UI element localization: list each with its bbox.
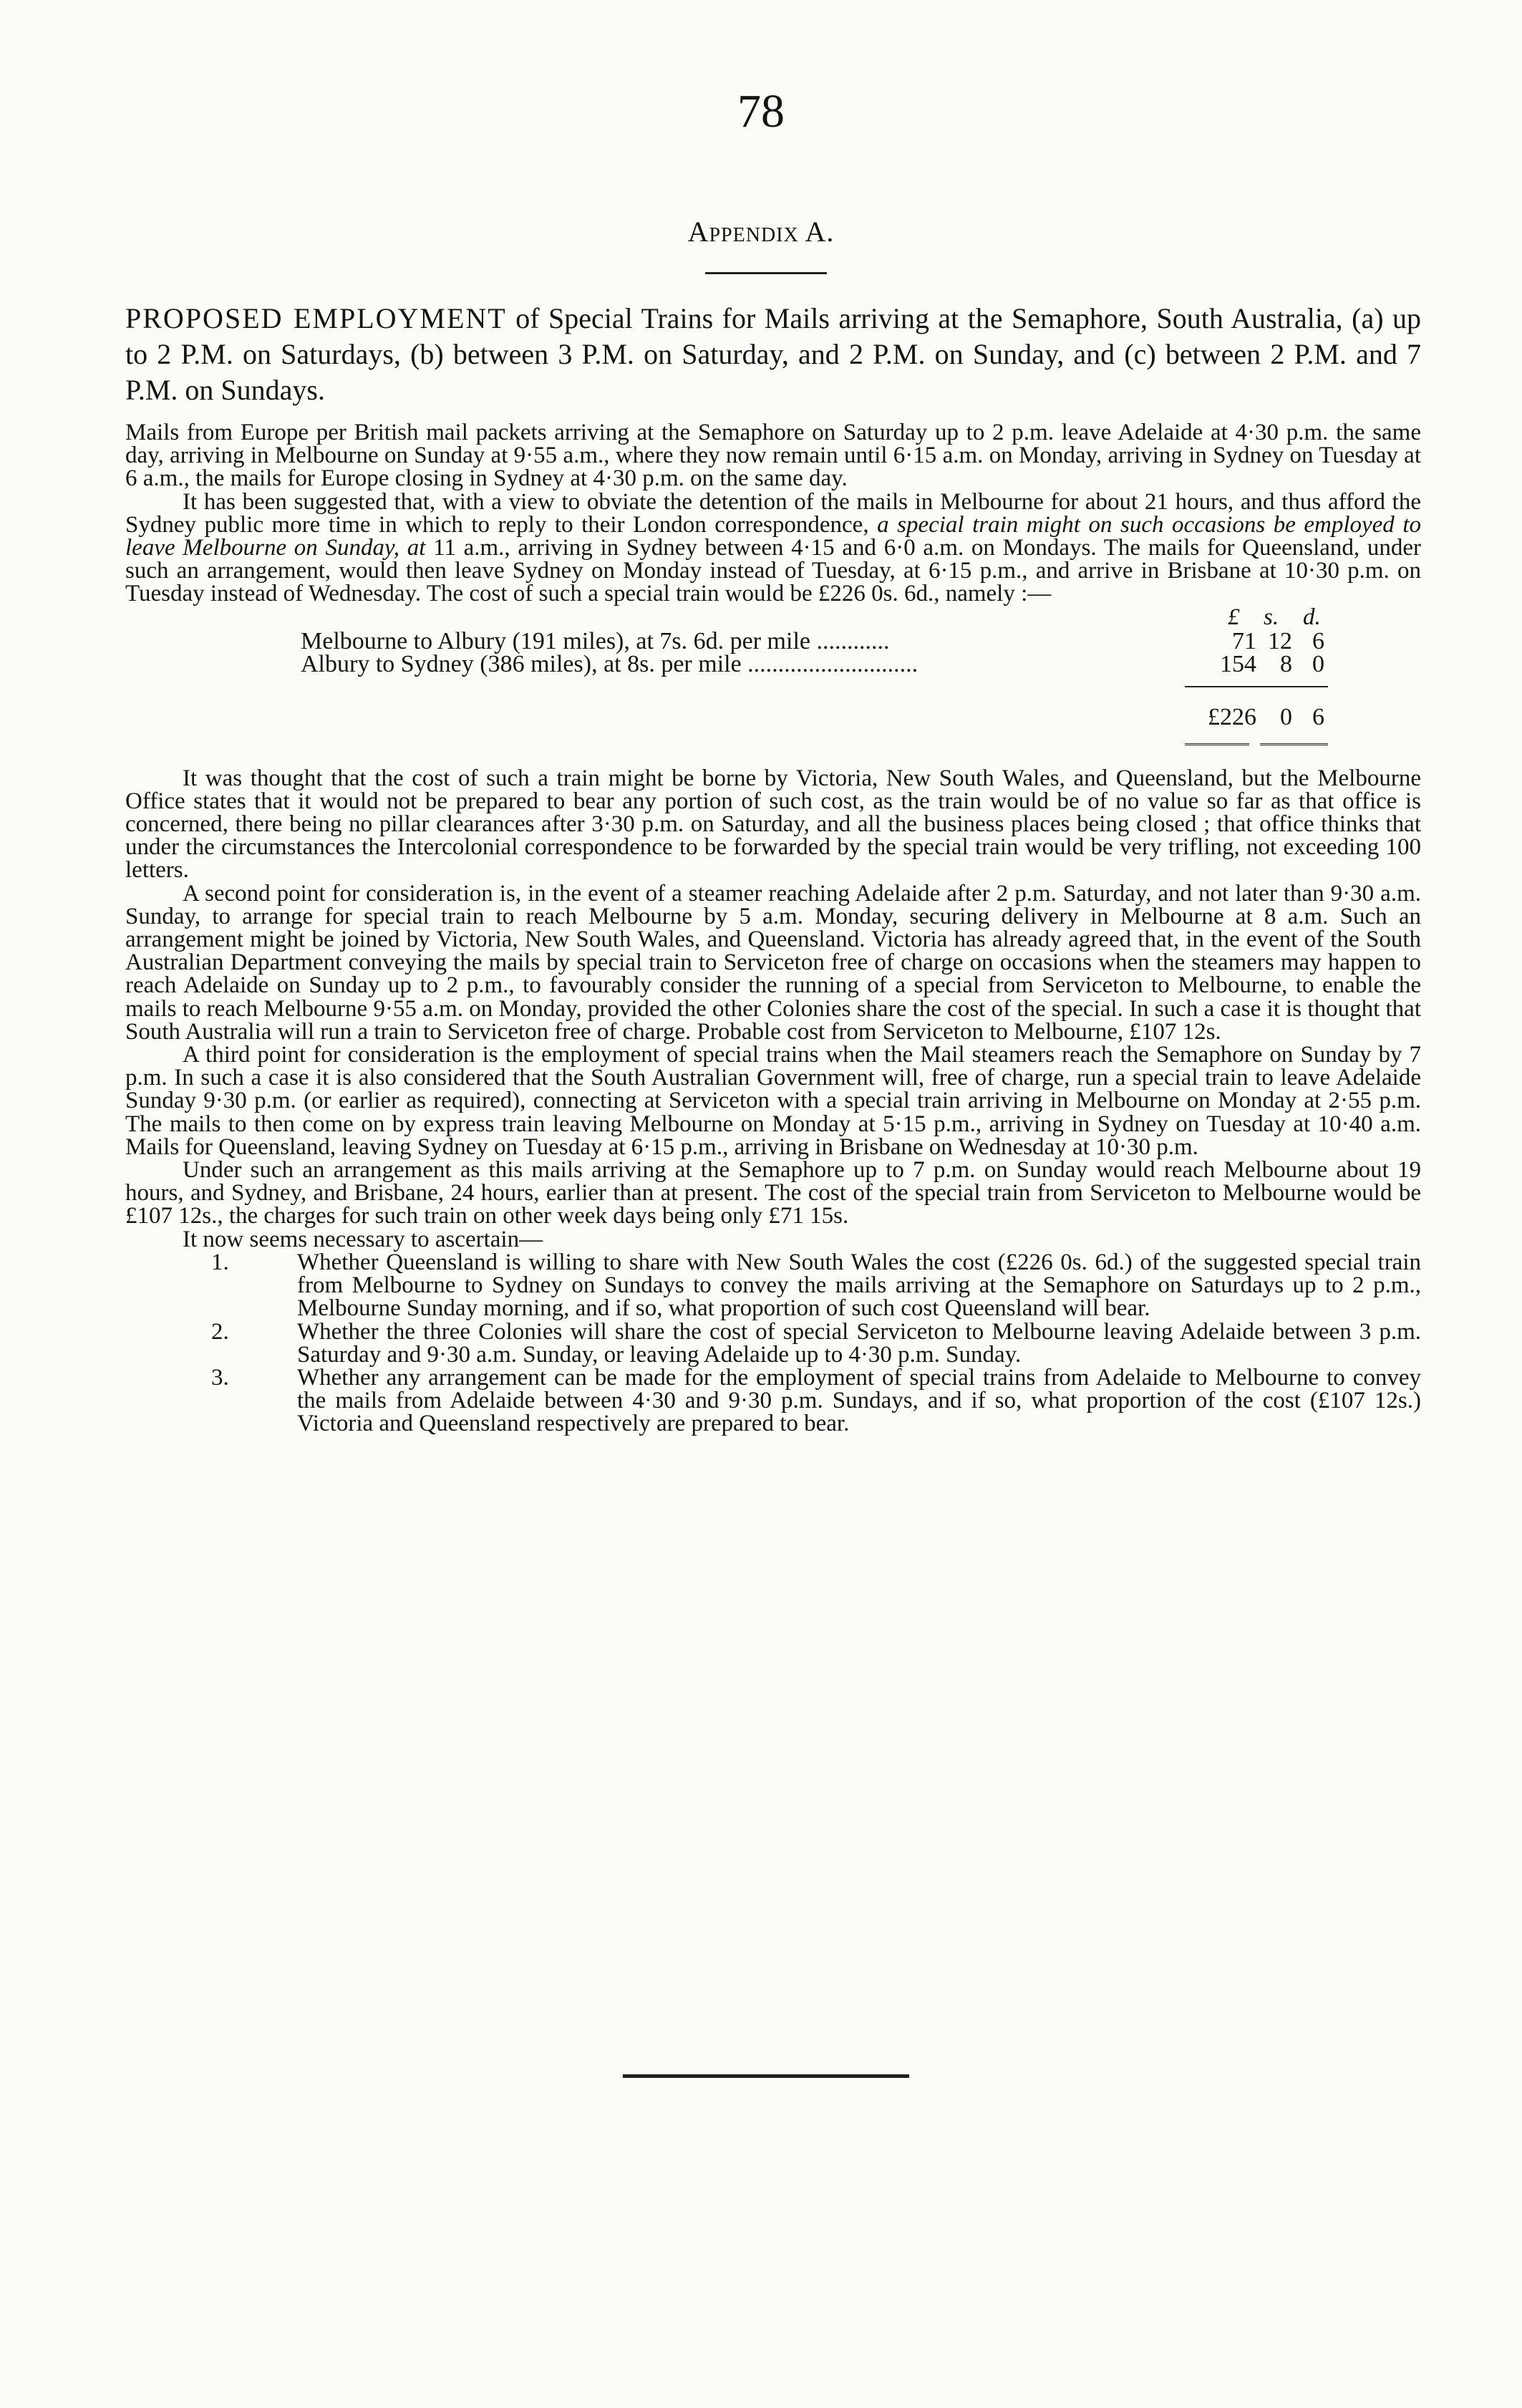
row-shillings: 12 [1268,627,1292,654]
list-item-text: Whether any arrangement can be made for the employment of special trains from Adelaide to Melbourne to convey the mails from Adelaide between 4·30 and 9·30 p.m. Sundays, and if so, what proportion of the cost (£107 12s.) Victoria and Queensland respectively are prepared to bear. [297,1364,1421,1437]
row-pounds: 154 [1220,650,1256,677]
heading-text: of Special Trains for Mails arriving at the Semaphore, South Australia, (a) up to 2 P.M. on Saturdays, (b) between 3 P.M. on Saturday, and 2 P.M. on Sunday, and (c) between 2 P.M. and 7 P.M. on Sundays. [125,302,1421,406]
appendix-title: Appendix A. [687,216,835,248]
paragraph-cost-borne: It was thought that the cost of such a train might be borne by Victoria, New South Wales, and Queensland, but the Melbourne Office states that it would not be prepared to bear any portion of such cost, as the train would be of no value so far as that office is concerned, there being no pillar clearances after 3·30 p.m. on Saturday, and all the business places being closed ; that office thinks that under the circumstances the Intercolonial correspondence to be forwarded by the special train would be very trifling, not exceeding 100 letters. [125,765,1421,884]
body-text [125,421,1421,1436]
col-head-pence: d. [1303,604,1321,630]
list-item [125,1320,1421,1366]
paragraph-2-start: It has been suggested that, with a view to obviate the detention of the mails in Melbourne for about 21 hours, and thus afford the Sydney public more time in which to reply to their London correspondence, [125,488,1421,538]
table-row [301,650,1160,677]
section-heading [125,301,1421,408]
cost-table [125,606,1421,767]
paragraph-2-italic: a special train might on such occasions be employed to leave Melbourne on Sunday, at [125,511,1421,561]
row-pounds: 71 [1232,627,1256,654]
list-item [125,1251,1421,1320]
paragraph-mails-from-europe: Mails from Europe per British mail packets arriving at the Semaphore on Saturday up to 2 p.m. leave Adelaide at 4·30 p.m. the same day, arriving in Melbourne on Sunday at 9·55 a.m., where they now remain until 6·15 a.m. on Monday, arriving in Sydney on Tuesday at 6 a.m., the mails for Europe closing in Sydney at 4·30 p.m. on the same day. [125,420,1421,492]
paragraph-second-point: A second point for consideration is, in the event of a steamer reaching Adelaide after 2 p.m. Saturday, and not later than 9·30 a.m. Sunday, to arrange for special train to reach Melbourne by 5 a.m. Monday, securing delivery in Melbourne at 8 a.m. Such an arrangement might be joined by Victoria, New South Wales, and Queensland. Victoria has already agreed that, in the event of the South Australian Department conveying the mails by special train to Serviceton free of charge on occasions when the steamers may happen to reach Adelaide on Sunday up to 2 p.m., to favourably consider the running of a special from Serviceton to Melbourne, to enable the mails to reach Melbourne 9·55 a.m. on Monday, provided the other Colonies share the cost of the special. In such a case it is thought that South Australia will run a train to Serviceton free of charge. Probable cost from Serviceton to Melbourne, £107 12s. [125,880,1421,1045]
total-double-rule [1260,743,1328,749]
list-item-number: 3. [211,1364,229,1391]
table-row [301,627,1160,654]
list-item [125,1366,1421,1436]
total-pence: 6 [1312,703,1324,730]
list-item-number: 1. [211,1249,229,1275]
row-pence: 6 [1312,627,1324,654]
page-number: 78 [737,85,785,137]
paragraph-ascertain: It now seems necessary to ascertain— [183,1226,543,1252]
paragraph-2-end: 11 a.m., arriving in Sydney between 4·15 and 6·0 a.m. on Mondays. The mails for Queensland, under such an arrangement, would then leave Sydney on Monday instead of Tuesday, at 6·15 p.m., and arrive in Brisbane at 10·30 p.m. on Tuesday instead of Wednesday. The cost of such a special train would be £226 0s. 6d., namely :— [125,535,1421,607]
row-pence: 0 [1312,650,1324,677]
title-divider [705,272,827,274]
paragraph-third-point: A third point for consideration is the employment of special trains when the Mail steamers reach the Semaphore on Sunday by 7 p.m. In such a case it is also considered that the South Australian Government will, free of charge, run a special train to leave Adelaide Sunday 9·30 p.m. (or earlier as required), connecting at Serviceton with a special train arriving in Melbourne on Monday at 2·55 p.m. The mails to then come on by express train leaving Melbourne on Monday at 5·15 p.m., arriving in Sydney on Tuesday at 10·40 a.m. Mails for Queensland, leaving Sydney on Tuesday at 6·15 p.m., arriving in Brisbane on Wednesday at 10·30 p.m. [125,1042,1421,1160]
list-item-text: Whether the three Colonies will share the cost of special Serviceton to Melbourne leaving Adelaide between 3 p.m. Saturday and 9·30 a.m. Sunday, or leaving Adelaide up to 4·30 p.m. Sunday. [297,1318,1421,1368]
list-item-number: 2. [211,1318,229,1345]
row-label: Albury to Sydney (386 miles), at 8s. per mile ............................ [301,650,918,677]
subtotal-rule [1185,686,1328,687]
questions-list [125,1251,1421,1436]
row-label: Melbourne to Albury (191 miles), at 7s. 6d. per mile ............ [301,627,890,654]
total-double-rule [1185,743,1249,749]
col-head-shillings: s. [1264,604,1279,630]
total-shillings: 0 [1280,703,1292,730]
list-item-text: Whether Queensland is willing to share with New South Wales the cost (£226 0s. 6d.) of the suggested special train from Melbourne to Sydney on Sundays to convey the mails arriving at the Semaphore on Saturdays up to 2 p.m., Melbourne Sunday morning, and if so, what proportion of such cost Queensland will bear. [297,1249,1421,1322]
paragraph-arrangement: Under such an arrangement as this mails arriving at the Semaphore up to 7 p.m. on Sunday would reach Melbourne about 19 hours, and Sydney, and Brisbane, 24 hours, earlier than at present. The cost of the special train from Serviceton to Melbourne would be £107 12s., the charges for such train on other week days being only £71 15s. [125,1157,1421,1229]
total-pounds: £226 [1208,703,1256,730]
col-head-pounds: £ [1228,604,1240,630]
end-rule [623,2074,909,2078]
row-shillings: 8 [1280,650,1292,677]
heading-lead: PROPOSED EMPLOYMENT [125,302,507,334]
paragraph-special-train-suggestion [125,490,1421,606]
